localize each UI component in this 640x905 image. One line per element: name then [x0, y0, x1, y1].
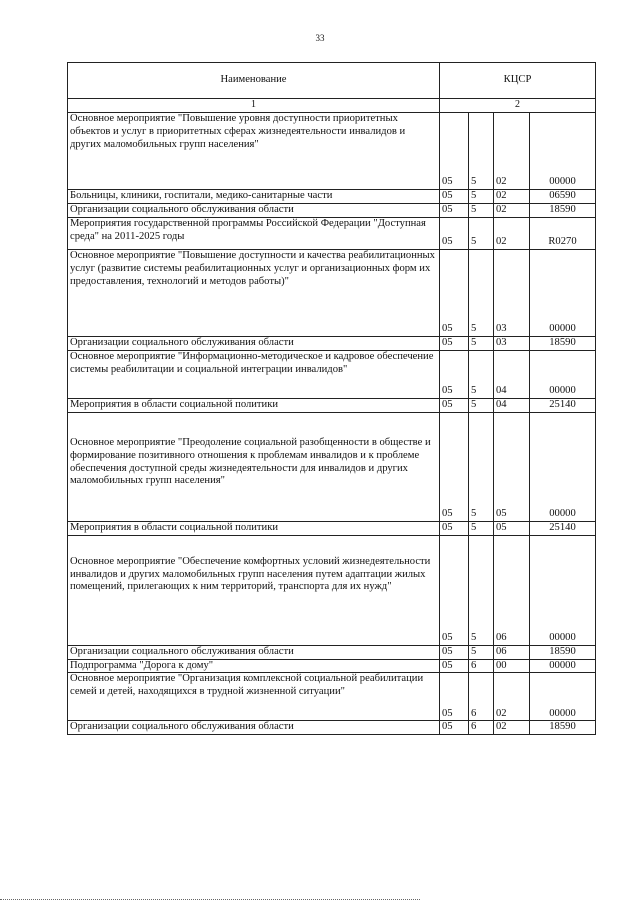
table-row [68, 113, 596, 190]
page-number: 33 [315, 33, 325, 43]
table-row [68, 673, 596, 721]
code-part-4: 18590 [530, 203, 596, 217]
row-name: Основное мероприятие "Повышение уровня доступности приоритетных объектов и услуг в приоритетных сферах жизнедеятельности инвалидов и других маломобильных групп населения" [68, 113, 440, 190]
table-row [68, 721, 596, 735]
code-part-4: 25140 [530, 521, 596, 535]
code-part-3: 00 [494, 659, 530, 673]
header-code: КЦСР [440, 63, 596, 99]
table-row [68, 203, 596, 217]
row-name: Мероприятия в области социальной политики [68, 398, 440, 412]
code-part-4: 25140 [530, 398, 596, 412]
kcsr-table [67, 62, 596, 735]
code-part-3: 06 [494, 645, 530, 659]
table-row [68, 645, 596, 659]
code-part-2: 5 [469, 412, 494, 521]
code-part-1: 05 [440, 535, 469, 645]
table-header-row [68, 63, 596, 99]
code-part-3: 02 [494, 217, 530, 249]
code-part-3: 02 [494, 203, 530, 217]
code-part-2: 5 [469, 398, 494, 412]
row-name: Основное мероприятие "Повышение доступности и качества реабилитационных услуг (развитие системы реабилитационных услуг и организационных форм их предоставления, технологий и методов работы)" [68, 249, 440, 336]
column-number-2: 2 [440, 99, 596, 113]
code-part-1: 05 [440, 336, 469, 350]
row-name: Основное мероприятие "Преодоление социальной разобщенности в обществе и формирование позитивного отношения к проблемам инвалидов и к проблеме обеспечения доступной среды жизнедеятельности для инвалидов и других маломобильных групп населения" [68, 412, 440, 521]
code-part-2: 5 [469, 350, 494, 398]
code-part-2: 5 [469, 190, 494, 204]
code-part-4: 06590 [530, 190, 596, 204]
code-part-1: 05 [440, 673, 469, 721]
code-part-3: 03 [494, 249, 530, 336]
code-part-2: 5 [469, 203, 494, 217]
row-name: Организации социального обслуживания области [68, 336, 440, 350]
table-row [68, 535, 596, 645]
code-part-1: 05 [440, 350, 469, 398]
table-row [68, 659, 596, 673]
table-body [68, 113, 596, 735]
code-part-4: 00000 [530, 673, 596, 721]
footer-divider [0, 899, 420, 900]
row-name: Подпрограмма "Дорога к дому" [68, 659, 440, 673]
row-name: Основное мероприятие "Организация комплексной социальной реабилитации семей и детей, находящихся в трудной жизненной ситуации" [68, 673, 440, 721]
table-row [68, 412, 596, 521]
code-part-2: 6 [469, 721, 494, 735]
code-part-1: 05 [440, 398, 469, 412]
table-row [68, 336, 596, 350]
code-part-1: 05 [440, 412, 469, 521]
code-part-4: 18590 [530, 336, 596, 350]
code-part-3: 05 [494, 412, 530, 521]
column-number-1: 1 [68, 99, 440, 113]
code-part-2: 5 [469, 217, 494, 249]
row-name: Основное мероприятие "Обеспечение комфортных условий жизнедеятельности инвалидов и других маломобильных групп населения путем адаптации жилых помещений, прилегающих к ним территорий, транспорта для их нужд" [68, 535, 440, 645]
code-part-4: R0270 [530, 217, 596, 249]
code-part-2: 5 [469, 535, 494, 645]
code-part-1: 05 [440, 190, 469, 204]
code-part-1: 05 [440, 659, 469, 673]
code-part-1: 05 [440, 113, 469, 190]
code-part-1: 05 [440, 521, 469, 535]
code-part-3: 02 [494, 721, 530, 735]
code-part-2: 5 [469, 645, 494, 659]
code-part-3: 03 [494, 336, 530, 350]
row-name: Организации социального обслуживания области [68, 721, 440, 735]
code-part-2: 5 [469, 249, 494, 336]
code-part-3: 04 [494, 398, 530, 412]
code-part-3: 04 [494, 350, 530, 398]
row-name: Основное мероприятие "Информационно-методическое и кадровое обеспечение системы реабилитации и социальной интеграции инвалидов" [68, 350, 440, 398]
code-part-1: 05 [440, 249, 469, 336]
code-part-4: 00000 [530, 412, 596, 521]
row-name: Больницы, клиники, госпитали, медико-санитарные части [68, 190, 440, 204]
code-part-2: 6 [469, 659, 494, 673]
table-row [68, 190, 596, 204]
code-part-3: 02 [494, 113, 530, 190]
code-part-4: 00000 [530, 535, 596, 645]
code-part-1: 05 [440, 217, 469, 249]
code-part-1: 05 [440, 721, 469, 735]
column-number-row [68, 99, 596, 113]
row-name: Мероприятия государственной программы Российской Федерации "Доступная среда" на 2011-2025 годы [68, 217, 440, 249]
table-row [68, 350, 596, 398]
code-part-3: 05 [494, 521, 530, 535]
code-part-2: 5 [469, 521, 494, 535]
code-part-1: 05 [440, 645, 469, 659]
code-part-3: 02 [494, 673, 530, 721]
code-part-3: 02 [494, 190, 530, 204]
table-row [68, 398, 596, 412]
code-part-2: 5 [469, 336, 494, 350]
code-part-1: 05 [440, 203, 469, 217]
code-part-3: 06 [494, 535, 530, 645]
code-part-2: 5 [469, 113, 494, 190]
table-row [68, 217, 596, 249]
table-row [68, 249, 596, 336]
code-part-4: 00000 [530, 350, 596, 398]
table-row [68, 521, 596, 535]
row-name: Мероприятия в области социальной политики [68, 521, 440, 535]
row-name: Организации социального обслуживания области [68, 203, 440, 217]
code-part-2: 6 [469, 673, 494, 721]
code-part-4: 00000 [530, 659, 596, 673]
header-name: Наименование [68, 63, 440, 99]
code-part-4: 00000 [530, 249, 596, 336]
code-part-4: 00000 [530, 113, 596, 190]
code-part-4: 18590 [530, 645, 596, 659]
code-part-4: 18590 [530, 721, 596, 735]
row-name: Организации социального обслуживания области [68, 645, 440, 659]
